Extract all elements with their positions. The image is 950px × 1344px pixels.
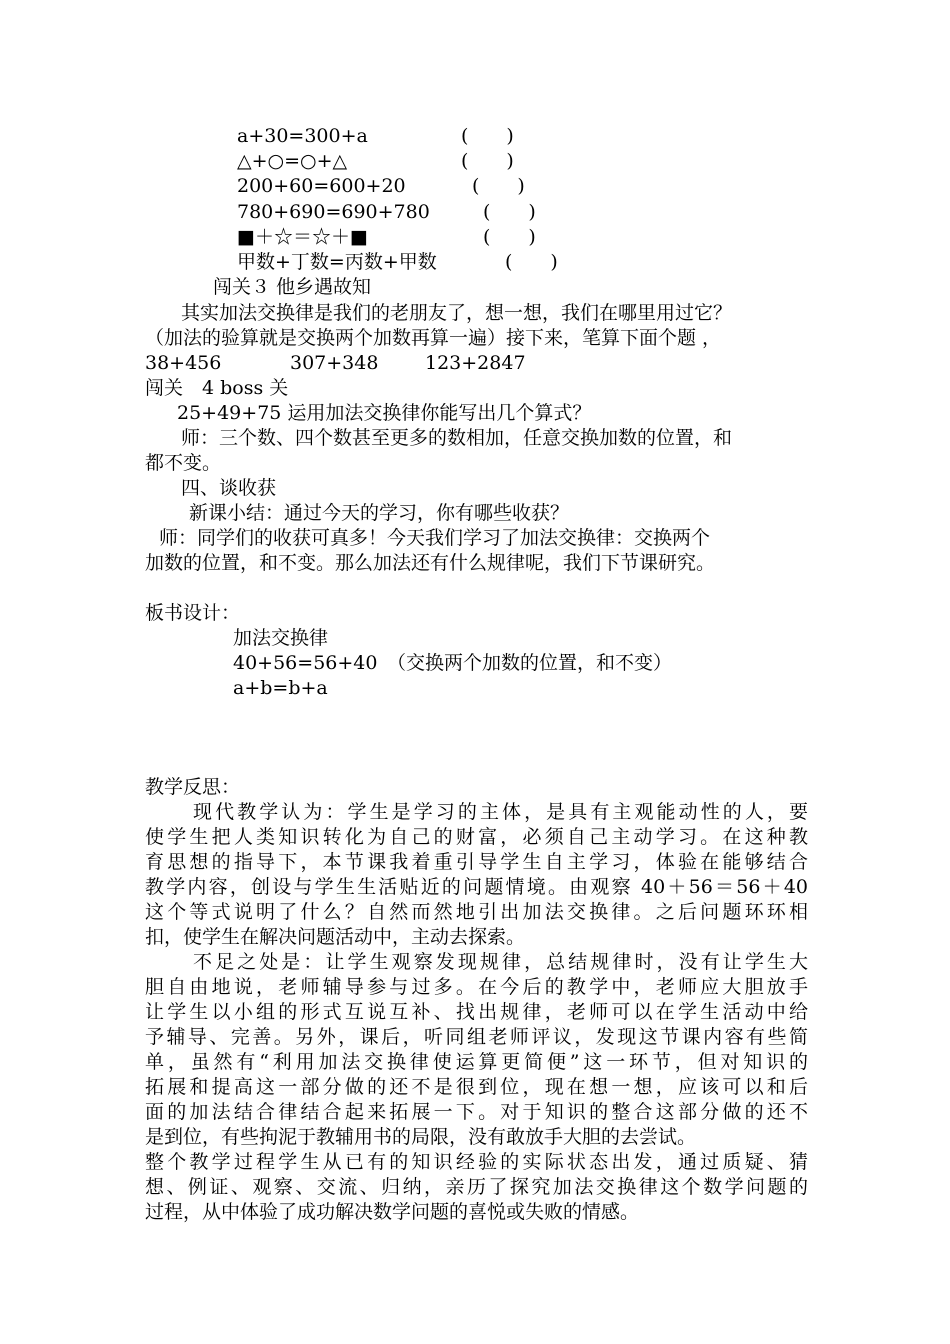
reflection-line: 使学生把人类知识转化为自己的财富，必须自己主动学习。在这种教 — [145, 826, 808, 848]
answer-blank: ( ) — [461, 150, 514, 172]
answer-blank: ( ) — [505, 251, 558, 273]
reflection-line: 育思想的指导下，本节课我着重引导学生自主学习，体验在能够结合 — [145, 851, 808, 873]
board-title: 板书设计： — [145, 602, 241, 624]
exercise-expr: △+○=○+△ — [237, 150, 348, 172]
exercise-expr: 200+60=600+20 — [237, 175, 406, 197]
reflection-title: 教学反思： — [145, 776, 241, 798]
calc-item: 38+456 — [145, 352, 222, 374]
exercise-expr: ■＋☆＝☆＋■ — [237, 226, 368, 248]
teacher-remark: 师：同学们的收获可真多！今天我们学习了加法交换律：交换两个 — [159, 527, 711, 549]
exercise-expr: a+30=300+a — [237, 125, 368, 147]
answer-blank: ( ) — [461, 125, 514, 147]
summary-question: 新课小结：通过今天的学习，你有哪些收获？ — [189, 502, 570, 524]
reflection-line: 过程，从中体验了成功解决数学问题的喜悦或失败的情感。 — [145, 1201, 640, 1223]
calc-item: 307+348 — [290, 352, 379, 374]
level4-question: 25+49+75 运用加法交换律你能写出几个算式？ — [177, 402, 592, 424]
reflection-line: 扣，使学生在解决问题活动中，主动去探索。 — [145, 926, 526, 948]
board-line: a+b=b+a — [233, 677, 328, 699]
teacher-remark: 加数的位置，和不变。那么加法还有什么规律呢，我们下节课研究。 — [145, 552, 716, 574]
level3-line: 其实加法交换律是我们的老朋友了，想一想，我们在哪里用过它？ — [181, 302, 733, 324]
calc-item: 123+2847 — [425, 352, 526, 374]
level3-title: 闯关３ 他乡遇故知 — [213, 276, 372, 298]
exercise-expr: 780+690=690+780 — [237, 201, 430, 223]
reflection-line: 予辅导、完善。另外，课后，听同组老师评议，发现这节课内容有些简 — [145, 1026, 808, 1048]
reflection-line: 整个教学过程学生从已有的知识经验的实际状态出发，通过质疑、猜 — [145, 1151, 808, 1173]
reflection-line: 教学内容，创设与学生生活贴近的问题情境。由观察 40＋56＝56＋40 — [145, 876, 808, 898]
board-line: 40+56=56+40 （交换两个加数的位置，和不变） — [233, 652, 672, 674]
answer-blank: ( ) — [483, 226, 536, 248]
reflection-line: 这个等式说明了什么？自然而然地引出加法交换律。之后问题环环相 — [145, 901, 808, 923]
reflection-line: 让学生以小组的形式互说互补、找出规律，老师可以在学生活动中给 — [145, 1001, 808, 1023]
reflection-line: 想、例证、观察、交流、归纳，亲历了探究加法交换律这个数学问题的 — [145, 1176, 808, 1198]
teacher-remark: 都不变。 — [145, 452, 222, 474]
reflection-line: 单，虽然有“利用加法交换律使运算更简便”这一环节，但对知识的 — [145, 1051, 808, 1073]
reflection-line: 拓展和提高这一部分做的还不是很到位，现在想一想，应该可以和后 — [145, 1076, 808, 1098]
reflection-line: 不足之处是：让学生观察发现规律，总结规律时，没有让学生大 — [193, 951, 808, 973]
board-line: 加法交换律 — [233, 627, 329, 649]
level4-title: 闯关 4 boss 关 — [145, 377, 289, 399]
level3-line: （加法的验算就是交换两个加数再算一遍）接下来，笔算下面个题 ， — [145, 327, 722, 349]
section-title: 四、谈收获 — [181, 477, 277, 499]
answer-blank: ( ) — [472, 175, 525, 197]
reflection-line: 是到位，有些拘泥于教辅用书的局限，没有敢放手大胆的去尝试。 — [145, 1126, 697, 1148]
teacher-remark: 师：三个数、四个数甚至更多的数相加，任意交换加数的位置，和 — [181, 427, 733, 449]
reflection-line: 现代教学认为：学生是学习的主体，是具有主观能动性的人，要 — [193, 801, 808, 823]
answer-blank: ( ) — [483, 201, 536, 223]
reflection-line: 面的加法结合律结合起来拓展一下。对于知识的整合这部分做的还不 — [145, 1101, 808, 1123]
exercise-expr: 甲数+丁数=丙数+甲数 — [237, 251, 437, 273]
reflection-line: 胆自由地说，老师辅导参与过多。在今后的教学中，老师应大胆放手 — [145, 976, 808, 998]
